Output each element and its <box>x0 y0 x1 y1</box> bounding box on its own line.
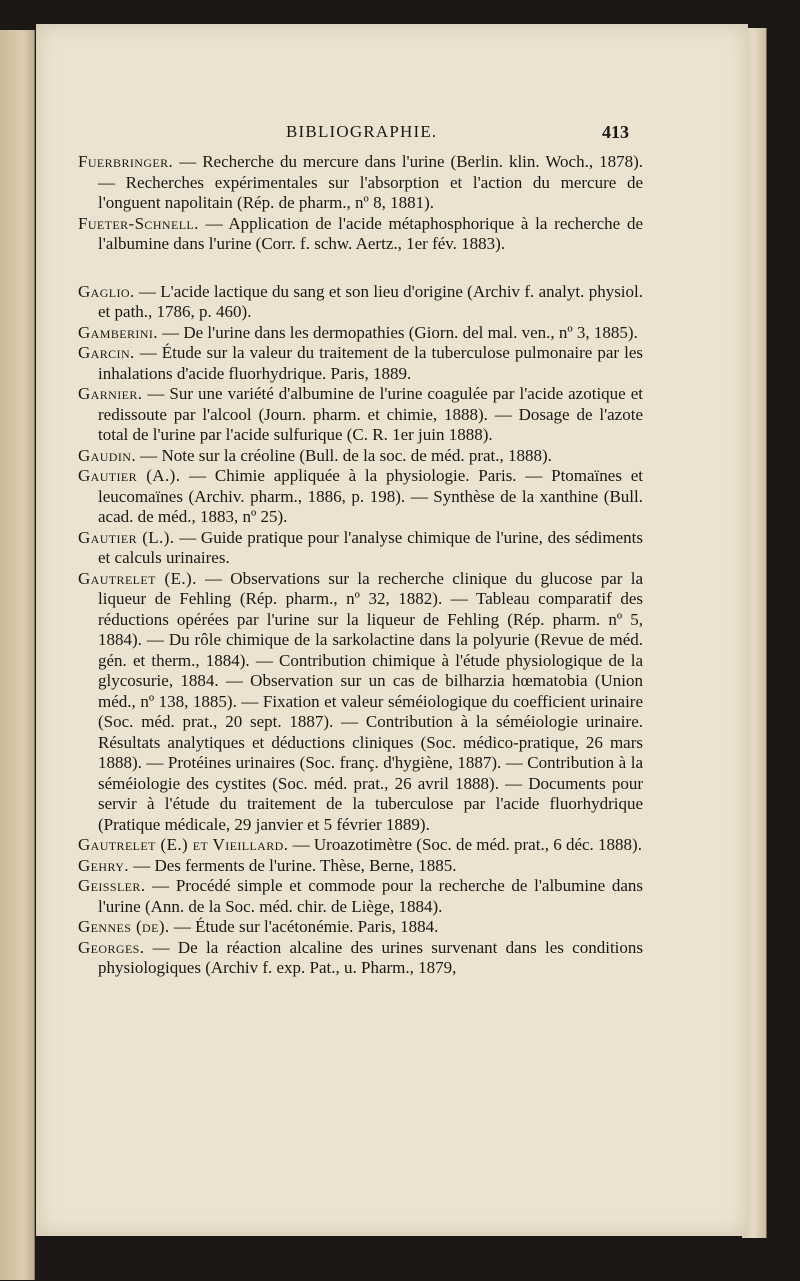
page-number: 413 <box>602 122 629 142</box>
page-header <box>36 122 748 150</box>
bibliography-entry <box>78 343 643 384</box>
entry-author: Georges. <box>78 937 145 957</box>
bibliography-list <box>78 152 643 979</box>
entry-text: — Étude sur l'acétonémie. Paris, 1884. <box>173 917 439 936</box>
entry-text: — De la réaction alcaline des urines survenant dans les conditions physiologiques (Archiv f. exp. Pat., u. Pharm., 1879, <box>98 937 644 977</box>
bibliography-entry <box>78 835 643 856</box>
bibliography-entry <box>78 917 643 938</box>
entry-text: — Sur une variété d'albumine de l'urine coagulée par l'acide azotique et redissoute par l'alcool (Journ. pharm. et chimie, 1888). — Dosage de l'azote total de l'urine par l'acide sulfurique (C. R. 1er juin 1888). <box>98 384 643 444</box>
entry-author: Garcin. <box>78 343 135 362</box>
entry-text: — De l'urine dans les dermopathies (Giorn. del mal. ven., nº 3, 1885). <box>162 322 638 342</box>
bibliography-entry <box>78 384 643 446</box>
entry-author: Fuerbringer. <box>78 152 174 171</box>
entry-text: — Des ferments de l'urine. Thèse, Berne, 1885. <box>133 855 457 875</box>
entry-text: — Recherche du mercure dans l'urine (Berlin. klin. Woch., 1878). — Recherches expérimentales sur l'absorption et l'action du mercure de l'onguent napolitain (Rép. de pharm., nº 8, 1881). <box>98 152 644 212</box>
entry-text: — Uroazotimètre (Soc. de méd. prat., 6 déc. 1888). <box>292 835 642 854</box>
entry-text: — Procédé simple et commode pour la recherche de l'albumine dans l'urine (Ann. de la Soc. méd. chir. de Liège, 1884). <box>98 876 644 916</box>
bibliography-entry <box>78 323 643 344</box>
bibliography-entry <box>78 856 643 877</box>
entry-author: Gaglio. <box>78 281 135 301</box>
entry-author: Gautier (L.). <box>78 527 175 547</box>
entry-text: — Guide pratique pour l'analyse chimique de l'urine, des sédiments et calculs urinaires. <box>98 527 644 567</box>
bibliography-entry <box>78 466 643 528</box>
entry-author: Gautier (A.). <box>78 466 181 485</box>
entry-author: Gautrelet (E.). <box>78 568 197 588</box>
bibliography-entry <box>78 876 643 917</box>
bibliography-entry <box>78 569 643 836</box>
entry-author: Gautrelet (E.) et Vieillard. <box>78 835 289 854</box>
entry-text: — Application de l'acide métaphosphorique à la recherche de l'albumine dans l'urine (Corr. f. schw. Aertz., 1er fév. 1883). <box>98 213 643 253</box>
running-title: BIBLIOGRAPHIE. <box>286 122 438 141</box>
entry-text: — Étude sur la valeur du traitement de la tuberculose pulmonaire par les inhalations d'acide fluorhydrique. Paris, 1889. <box>98 343 643 383</box>
entry-author: Gamberini. <box>78 322 158 342</box>
entry-author: Gennes (de). <box>78 917 170 936</box>
left-page-edge <box>0 30 35 1280</box>
book-page <box>36 24 748 1236</box>
entry-text: — L'acide lactique du sang et son lieu d'origine (Archiv f. analyt. physiol. et path., 1786, p. 460). <box>98 281 644 321</box>
bibliography-entry <box>78 152 643 214</box>
entry-author: Geissler. <box>78 876 146 895</box>
entry-author: Garnier. <box>78 384 143 403</box>
bibliography-entry <box>78 938 643 979</box>
entry-text: — Observations sur la recherche clinique du glucose par la liqueur de Fehling (Rép. pharm., nº 32, 1882). — Tableau comparatif des réductions opérées par l'urine sur la liqueur de Fehling (Rép. pharm. nº 5, 1884). — Du rôle chimique de la sarkolactine dans la polyurie (Revue de méd. gén. et therm., 1884). — Contribution chimique à l'étude physiologique de la glycosurie, 1884. — Observation sur un cas de bilharzia hœmatobia (Union méd., nº 138, 1885). — Fixation et valeur séméiologique du coefficient urinaire (Soc. méd. prat., 20 sept. 1887). — Contribution à la séméiologie urinaire. Résultats analytiques et déductions cliniques (Soc. médico-pratique, 26 mars 1888). — Protéines urinaires (Soc. franç. d'hygiène, 1887). — Contribution à la séméiologie des cystites (Soc. méd. prat., 26 avril 1888). — Documents pour servir à l'étude du traitement de la tuberculose par l'acide fluorhydrique (Pratique médicale, 29 janvier et 5 février 1889). <box>98 568 643 834</box>
bibliography-entry <box>78 214 643 255</box>
bibliography-entry <box>78 446 643 467</box>
entry-author: Gehry. <box>78 855 129 875</box>
bibliography-entry <box>78 528 643 569</box>
entry-author: Gaudin. <box>78 445 136 465</box>
bibliography-entry <box>78 282 643 323</box>
entry-author: Fueter-Schnell. <box>78 213 199 233</box>
entry-text: — Chimie appliquée à la physiologie. Paris. — Ptomaïnes et leucomaïnes (Archiv. pharm., 1886, p. 198). — Synthèse de la xanthine (Bull. acad. de méd., 1883, nº 25). <box>98 466 643 526</box>
entry-text: — Note sur la créoline (Bull. de la soc. de méd. prat., 1888). <box>140 445 552 465</box>
